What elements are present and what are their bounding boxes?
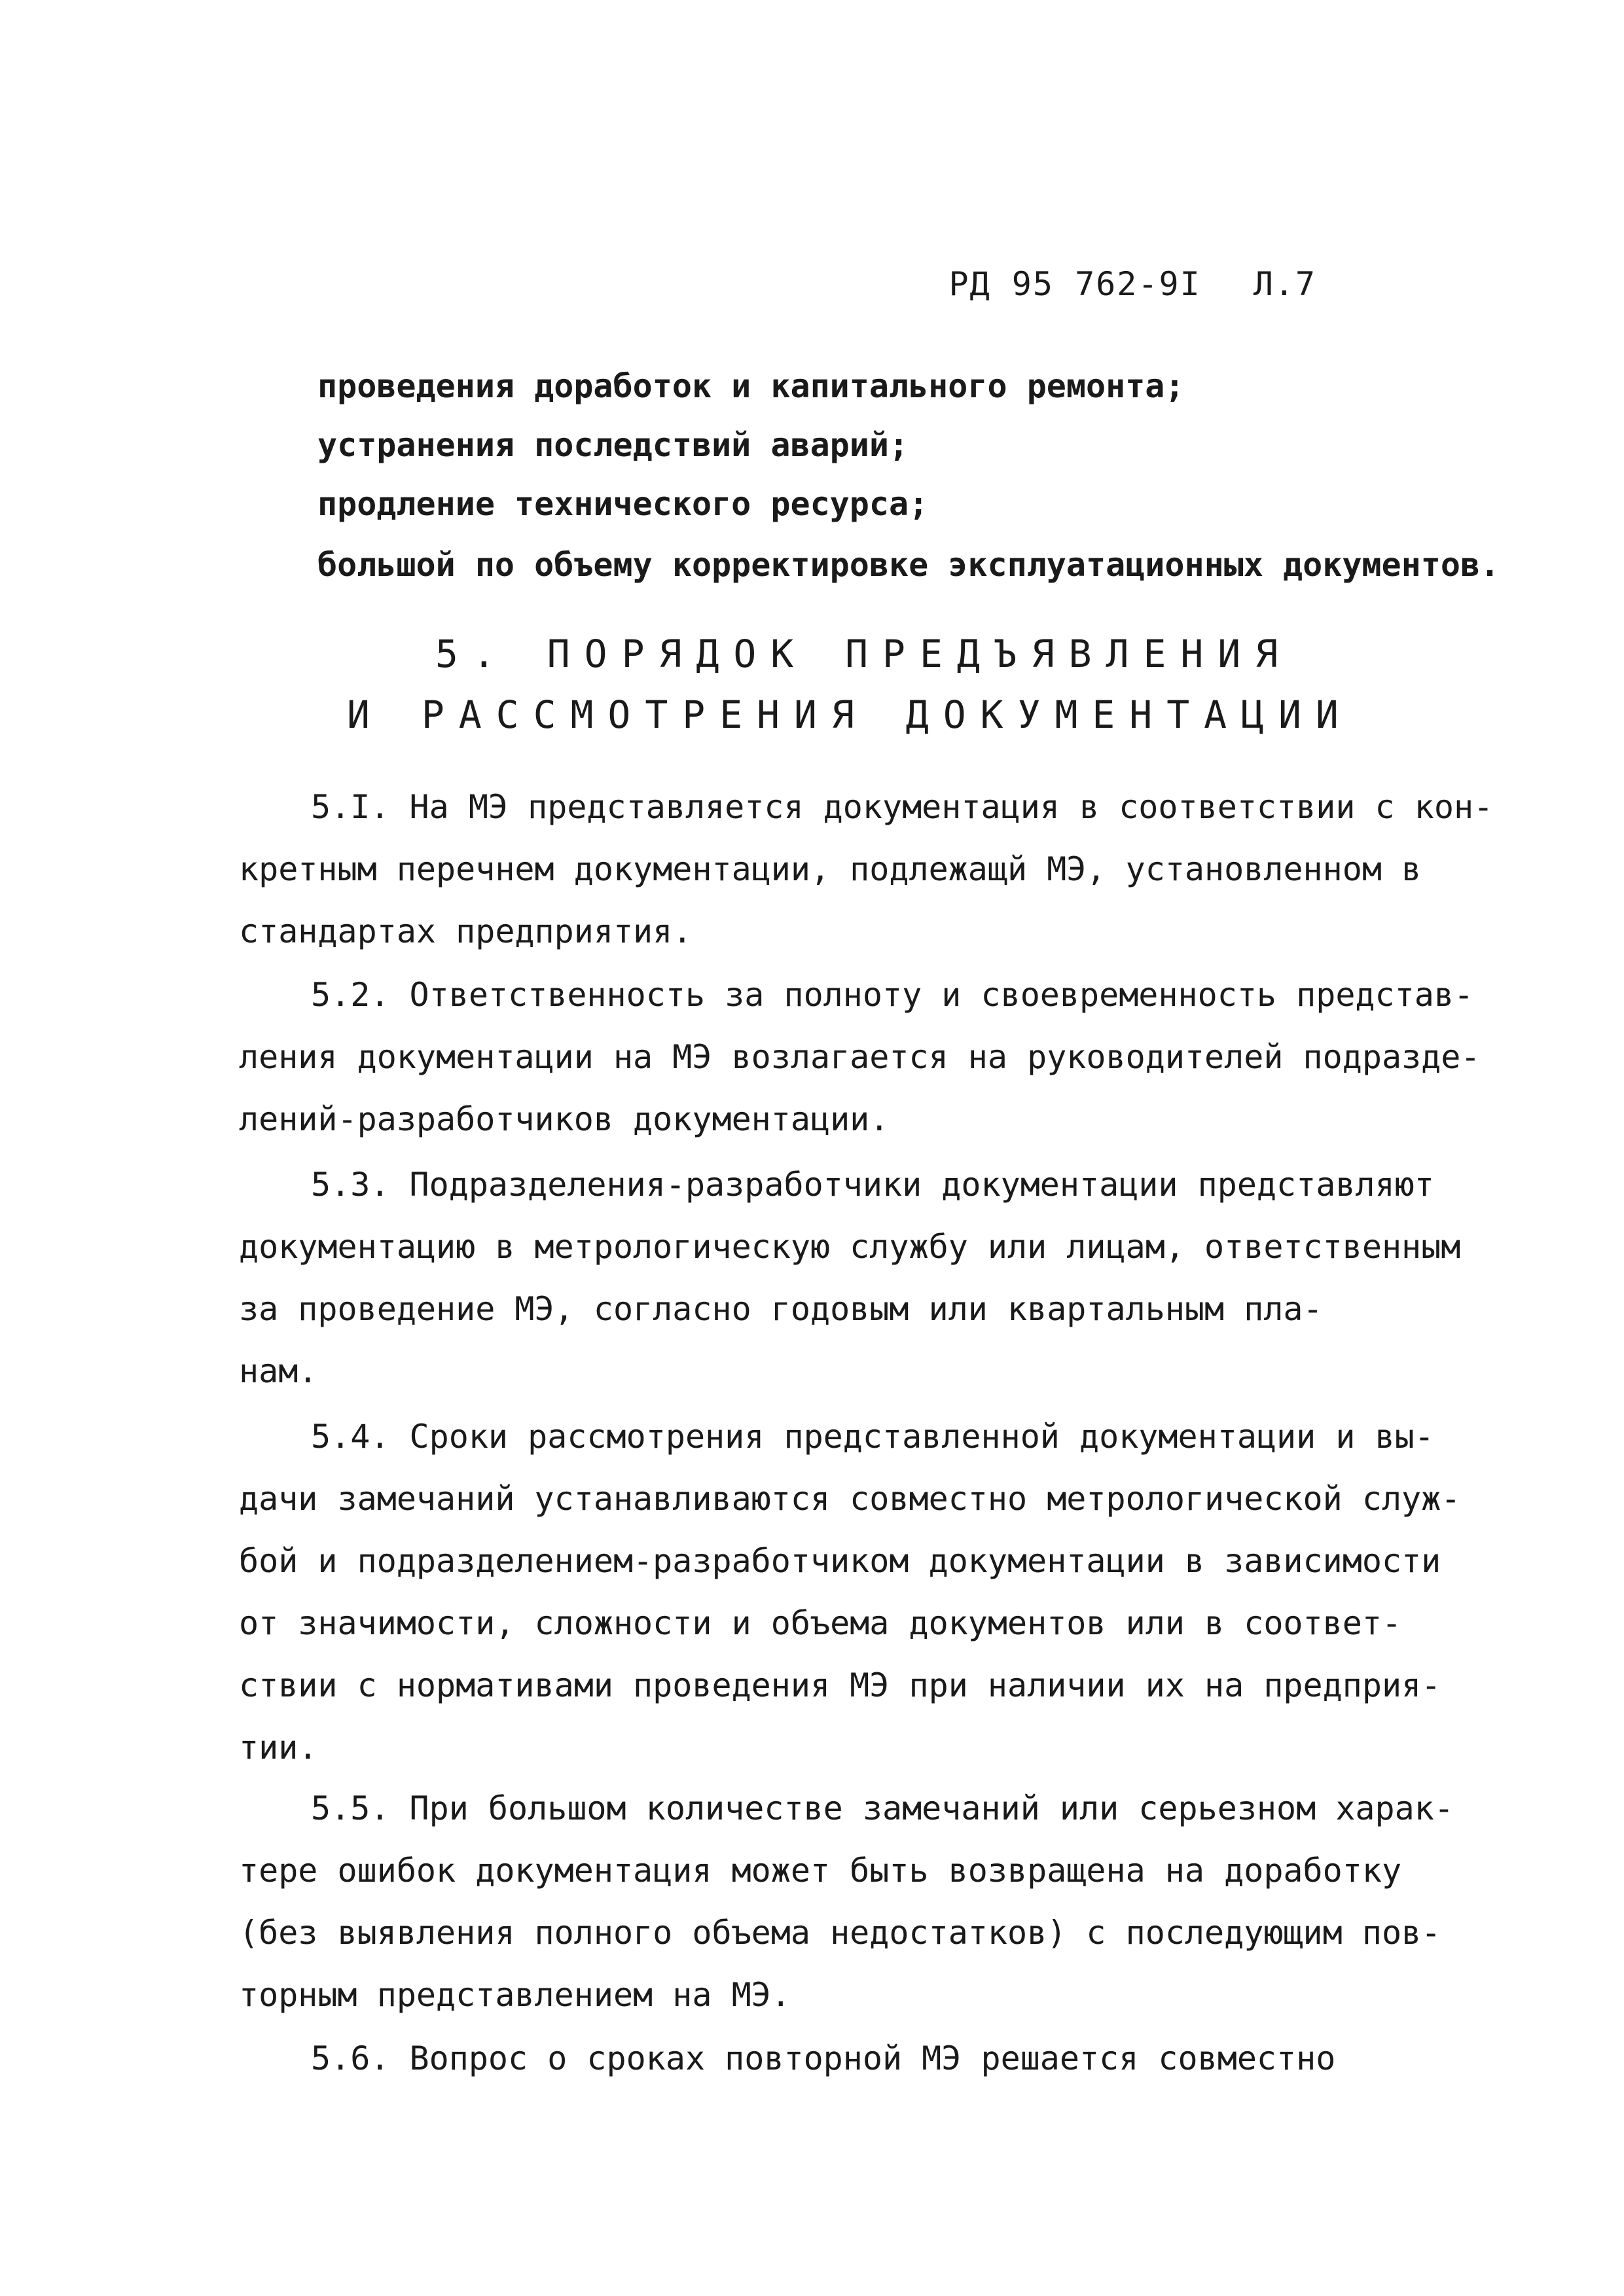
paragraph-line: стандартах предприятия. [239, 912, 693, 950]
paragraph-line: нам. [239, 1352, 318, 1390]
paragraph-line: тере ошибок документация может быть возвращена на доработку [239, 1852, 1402, 1890]
document-code: РД 95 762-9I [948, 265, 1201, 303]
paragraph-line: 5.I. На МЭ представляется документация в соответствии с кон- [311, 788, 1494, 826]
paragraph-line: за проведение МЭ, согласно годовым или квартальным пла- [239, 1290, 1323, 1328]
paragraph-line: (без выявления полного объема недостатков) с последующим пов- [239, 1914, 1441, 1952]
paragraph-line: 5.3. Подразделения-разработчики документации представляют [311, 1166, 1434, 1204]
paragraph-line: ствии с нормативами проведения МЭ при наличии их на предприя- [239, 1666, 1441, 1704]
paragraph-line: 5.6. Вопрос о сроках повторной МЭ решается совместно [311, 2039, 1336, 2077]
paragraph-line: 5.4. Сроки рассмотрения представленной документации и вы- [311, 1418, 1434, 1456]
list-item: устранения последствий аварий; [317, 426, 909, 464]
paragraph-line: ления документации на МЭ возлагается на руководителей подразде- [239, 1038, 1481, 1076]
list-item: большой по объему корректировке эксплуатационных документов. [317, 546, 1500, 584]
paragraph-line: документацию в метрологическую службу или лицам, ответственным [239, 1228, 1461, 1266]
paragraph-line: кретным перечнем документации, подлежащй МЭ, установленном в [239, 850, 1422, 888]
page-header [948, 265, 1316, 303]
paragraph-line: бой и подразделением-разработчиком документации в зависимости [239, 1542, 1441, 1580]
list-item: проведения доработок и капитального ремонта; [317, 367, 1185, 405]
paragraph-line: от значимости, сложности и объема документов или в соответ- [239, 1604, 1402, 1642]
paragraph-line: тии. [239, 1729, 318, 1767]
paragraph-line: торным представлением на МЭ. [239, 1976, 791, 2014]
paragraph-line: 5.5. При большом количестве замечаний или серьезном харак- [311, 1789, 1454, 1827]
paragraph-line: 5.2. Ответственность за полноту и своевременность представ- [311, 976, 1474, 1014]
sheet-number: Л.7 [1253, 265, 1316, 303]
list-item: продление технического ресурса; [317, 485, 929, 523]
section-title-line-1: 5. ПОРЯДОК ПРЕДЪЯВЛЕНИЯ [435, 632, 1293, 676]
section-title-line-2: И РАССМОТРЕНИЯ ДОКУМЕНТАЦИИ [347, 692, 1353, 737]
paragraph-line: лений-разработчиков документации. [239, 1100, 890, 1138]
paragraph-line: дачи замечаний устанавливаются совместно метрологической служ- [239, 1480, 1461, 1518]
